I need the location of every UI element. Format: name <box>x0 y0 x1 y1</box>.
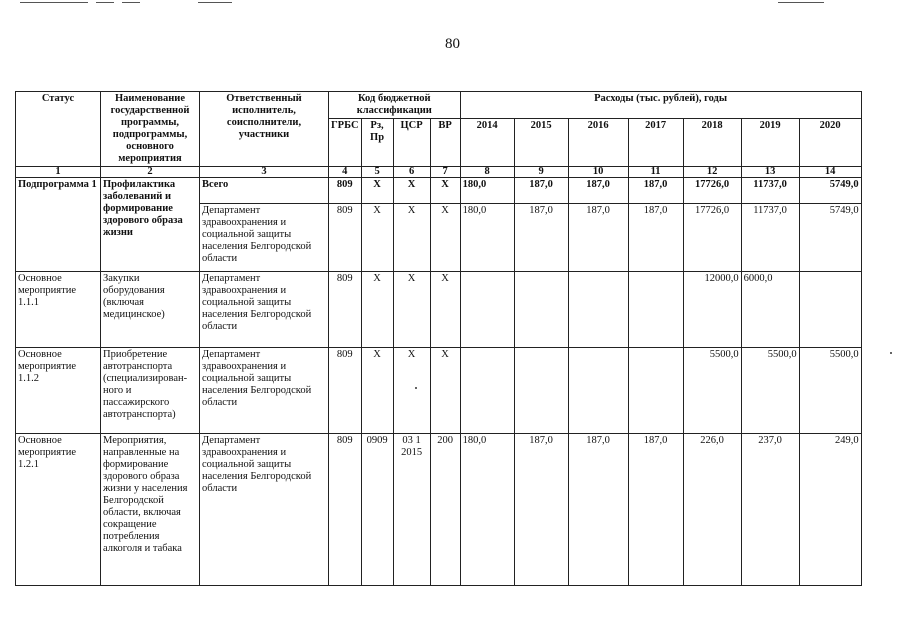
column-number: 3 <box>200 167 329 178</box>
header-name: Наименование государственной программы, подпрограммы, основного мероприятия <box>101 92 200 167</box>
row-csr: Х <box>393 272 430 348</box>
header-year-2019: 2019 <box>741 119 799 167</box>
row-responsible: Департамент здравоохранения и социальной защиты населения Белгородской области <box>200 434 329 586</box>
row-csr: 03 1 2015 <box>393 434 430 586</box>
row-value-2019: 5500,0 <box>741 348 799 434</box>
table-row <box>16 272 862 348</box>
row-grbs: 809 <box>329 348 362 434</box>
row-value-2019: 237,0 <box>741 434 799 586</box>
row-name: Приобретение автотранспорта (специализирован-ного и пассажирского автотранспорта) <box>101 348 200 434</box>
header-rzpr: Рз, Пр <box>361 119 393 167</box>
header-year-2018: 2018 <box>683 119 741 167</box>
row-value-2017 <box>628 348 683 434</box>
header-vr: ВР <box>430 119 460 167</box>
row-grbs: 809 <box>329 178 362 204</box>
header-grbs: ГРБС <box>329 119 362 167</box>
row-grbs: 809 <box>329 204 362 272</box>
table-row <box>16 178 862 204</box>
header-year-2014: 2014 <box>460 119 514 167</box>
row-responsible: Департамент здравоохранения и социальной защиты населения Белгородской области <box>200 272 329 348</box>
row-rzpr: 0909 <box>361 434 393 586</box>
column-number: 7 <box>430 167 460 178</box>
column-number: 10 <box>568 167 628 178</box>
header-responsible: Ответственный исполнитель, соисполнители, участники <box>200 92 329 167</box>
row-grbs: 809 <box>329 272 362 348</box>
row-value-2014 <box>460 272 514 348</box>
header-year-2015: 2015 <box>514 119 568 167</box>
row-value-2018: 5500,0 <box>683 348 741 434</box>
row-vr: Х <box>430 178 460 204</box>
row-value-2020: 5500,0 <box>799 348 861 434</box>
row-value-2017 <box>628 272 683 348</box>
row-csr: Х <box>393 348 430 434</box>
row-value-2019: 6000,0 <box>741 272 799 348</box>
row-value-2016: 187,0 <box>568 178 628 204</box>
row-responsible: Департамент здравоохранения и социальной защиты населения Белгородской области <box>200 348 329 434</box>
row-value-2015: 187,0 <box>514 178 568 204</box>
header-status: Статус <box>16 92 101 167</box>
column-number: 12 <box>683 167 741 178</box>
row-value-2014: 180,0 <box>460 204 514 272</box>
column-number: 9 <box>514 167 568 178</box>
row-rzpr: Х <box>361 272 393 348</box>
column-number: 6 <box>393 167 430 178</box>
scan-speck <box>415 387 417 389</box>
row-value-2015: 187,0 <box>514 434 568 586</box>
row-responsible: Департамент здравоохранения и социальной защиты населения Белгородской области <box>200 204 329 272</box>
row-vr: Х <box>430 272 460 348</box>
row-vr: 200 <box>430 434 460 586</box>
row-csr: Х <box>393 204 430 272</box>
header-budget-code: Код бюджетной классификации <box>329 92 461 119</box>
row-value-2020 <box>799 272 861 348</box>
column-number: 2 <box>101 167 200 178</box>
row-value-2018: 226,0 <box>683 434 741 586</box>
header-csr: ЦСР <box>393 119 430 167</box>
column-number: 11 <box>628 167 683 178</box>
row-status: Основное мероприятие 1.2.1 <box>16 434 101 586</box>
row-value-2020: 5749,0 <box>799 178 861 204</box>
column-number: 8 <box>460 167 514 178</box>
row-value-2016: 187,0 <box>568 204 628 272</box>
scan-artifact-line <box>96 2 114 3</box>
row-name: Профилактика заболеваний и формирование здорового образа жизни <box>101 178 200 272</box>
row-vr: Х <box>430 348 460 434</box>
row-rzpr: Х <box>361 348 393 434</box>
row-rzpr: Х <box>361 178 393 204</box>
row-value-2019: 11737,0 <box>741 204 799 272</box>
row-value-2017: 187,0 <box>628 434 683 586</box>
row-vr: Х <box>430 204 460 272</box>
header-year-2016: 2016 <box>568 119 628 167</box>
header-year-2017: 2017 <box>628 119 683 167</box>
row-name: Мероприятия, направленные на формирование здорового образа жизни у населения Белгородской области, включая сокращение потребления алкоголя и табака <box>101 434 200 586</box>
scan-artifact-line <box>122 2 140 3</box>
column-number: 1 <box>16 167 101 178</box>
row-value-2016: 187,0 <box>568 434 628 586</box>
row-value-2014 <box>460 348 514 434</box>
row-value-2015 <box>514 348 568 434</box>
header-year-2020: 2020 <box>799 119 861 167</box>
row-status: Подпрограмма 1 <box>16 178 101 272</box>
table-row <box>16 348 862 434</box>
row-value-2019: 11737,0 <box>741 178 799 204</box>
row-value-2016 <box>568 272 628 348</box>
scan-speck <box>890 352 892 354</box>
row-value-2020: 5749,0 <box>799 204 861 272</box>
table-row <box>16 434 862 586</box>
row-value-2018: 17726,0 <box>683 204 741 272</box>
row-value-2020: 249,0 <box>799 434 861 586</box>
column-number-row <box>16 167 862 178</box>
row-value-2016 <box>568 348 628 434</box>
budget-table <box>15 91 862 586</box>
row-status: Основное мероприятие 1.1.1 <box>16 272 101 348</box>
row-value-2015 <box>514 272 568 348</box>
row-value-2014: 180,0 <box>460 178 514 204</box>
scan-artifact-line <box>20 2 88 3</box>
row-value-2014: 180,0 <box>460 434 514 586</box>
row-status: Основное мероприятие 1.1.2 <box>16 348 101 434</box>
row-value-2017: 187,0 <box>628 204 683 272</box>
row-name: Закупки оборудования (включая медицинское) <box>101 272 200 348</box>
row-rzpr: Х <box>361 204 393 272</box>
row-value-2018: 12000,0 <box>683 272 741 348</box>
row-value-2018: 17726,0 <box>683 178 741 204</box>
row-responsible: Всего <box>200 178 329 204</box>
row-value-2015: 187,0 <box>514 204 568 272</box>
scan-artifact-line <box>778 2 824 3</box>
row-value-2017: 187,0 <box>628 178 683 204</box>
row-grbs: 809 <box>329 434 362 586</box>
header-expenses: Расходы (тыс. рублей), годы <box>460 92 861 119</box>
scan-artifact-line <box>198 2 232 3</box>
column-number: 5 <box>361 167 393 178</box>
budget-table-container <box>15 91 862 586</box>
column-number: 13 <box>741 167 799 178</box>
column-number: 14 <box>799 167 861 178</box>
page-number: 80 <box>445 36 460 52</box>
column-number: 4 <box>329 167 362 178</box>
row-csr: Х <box>393 178 430 204</box>
